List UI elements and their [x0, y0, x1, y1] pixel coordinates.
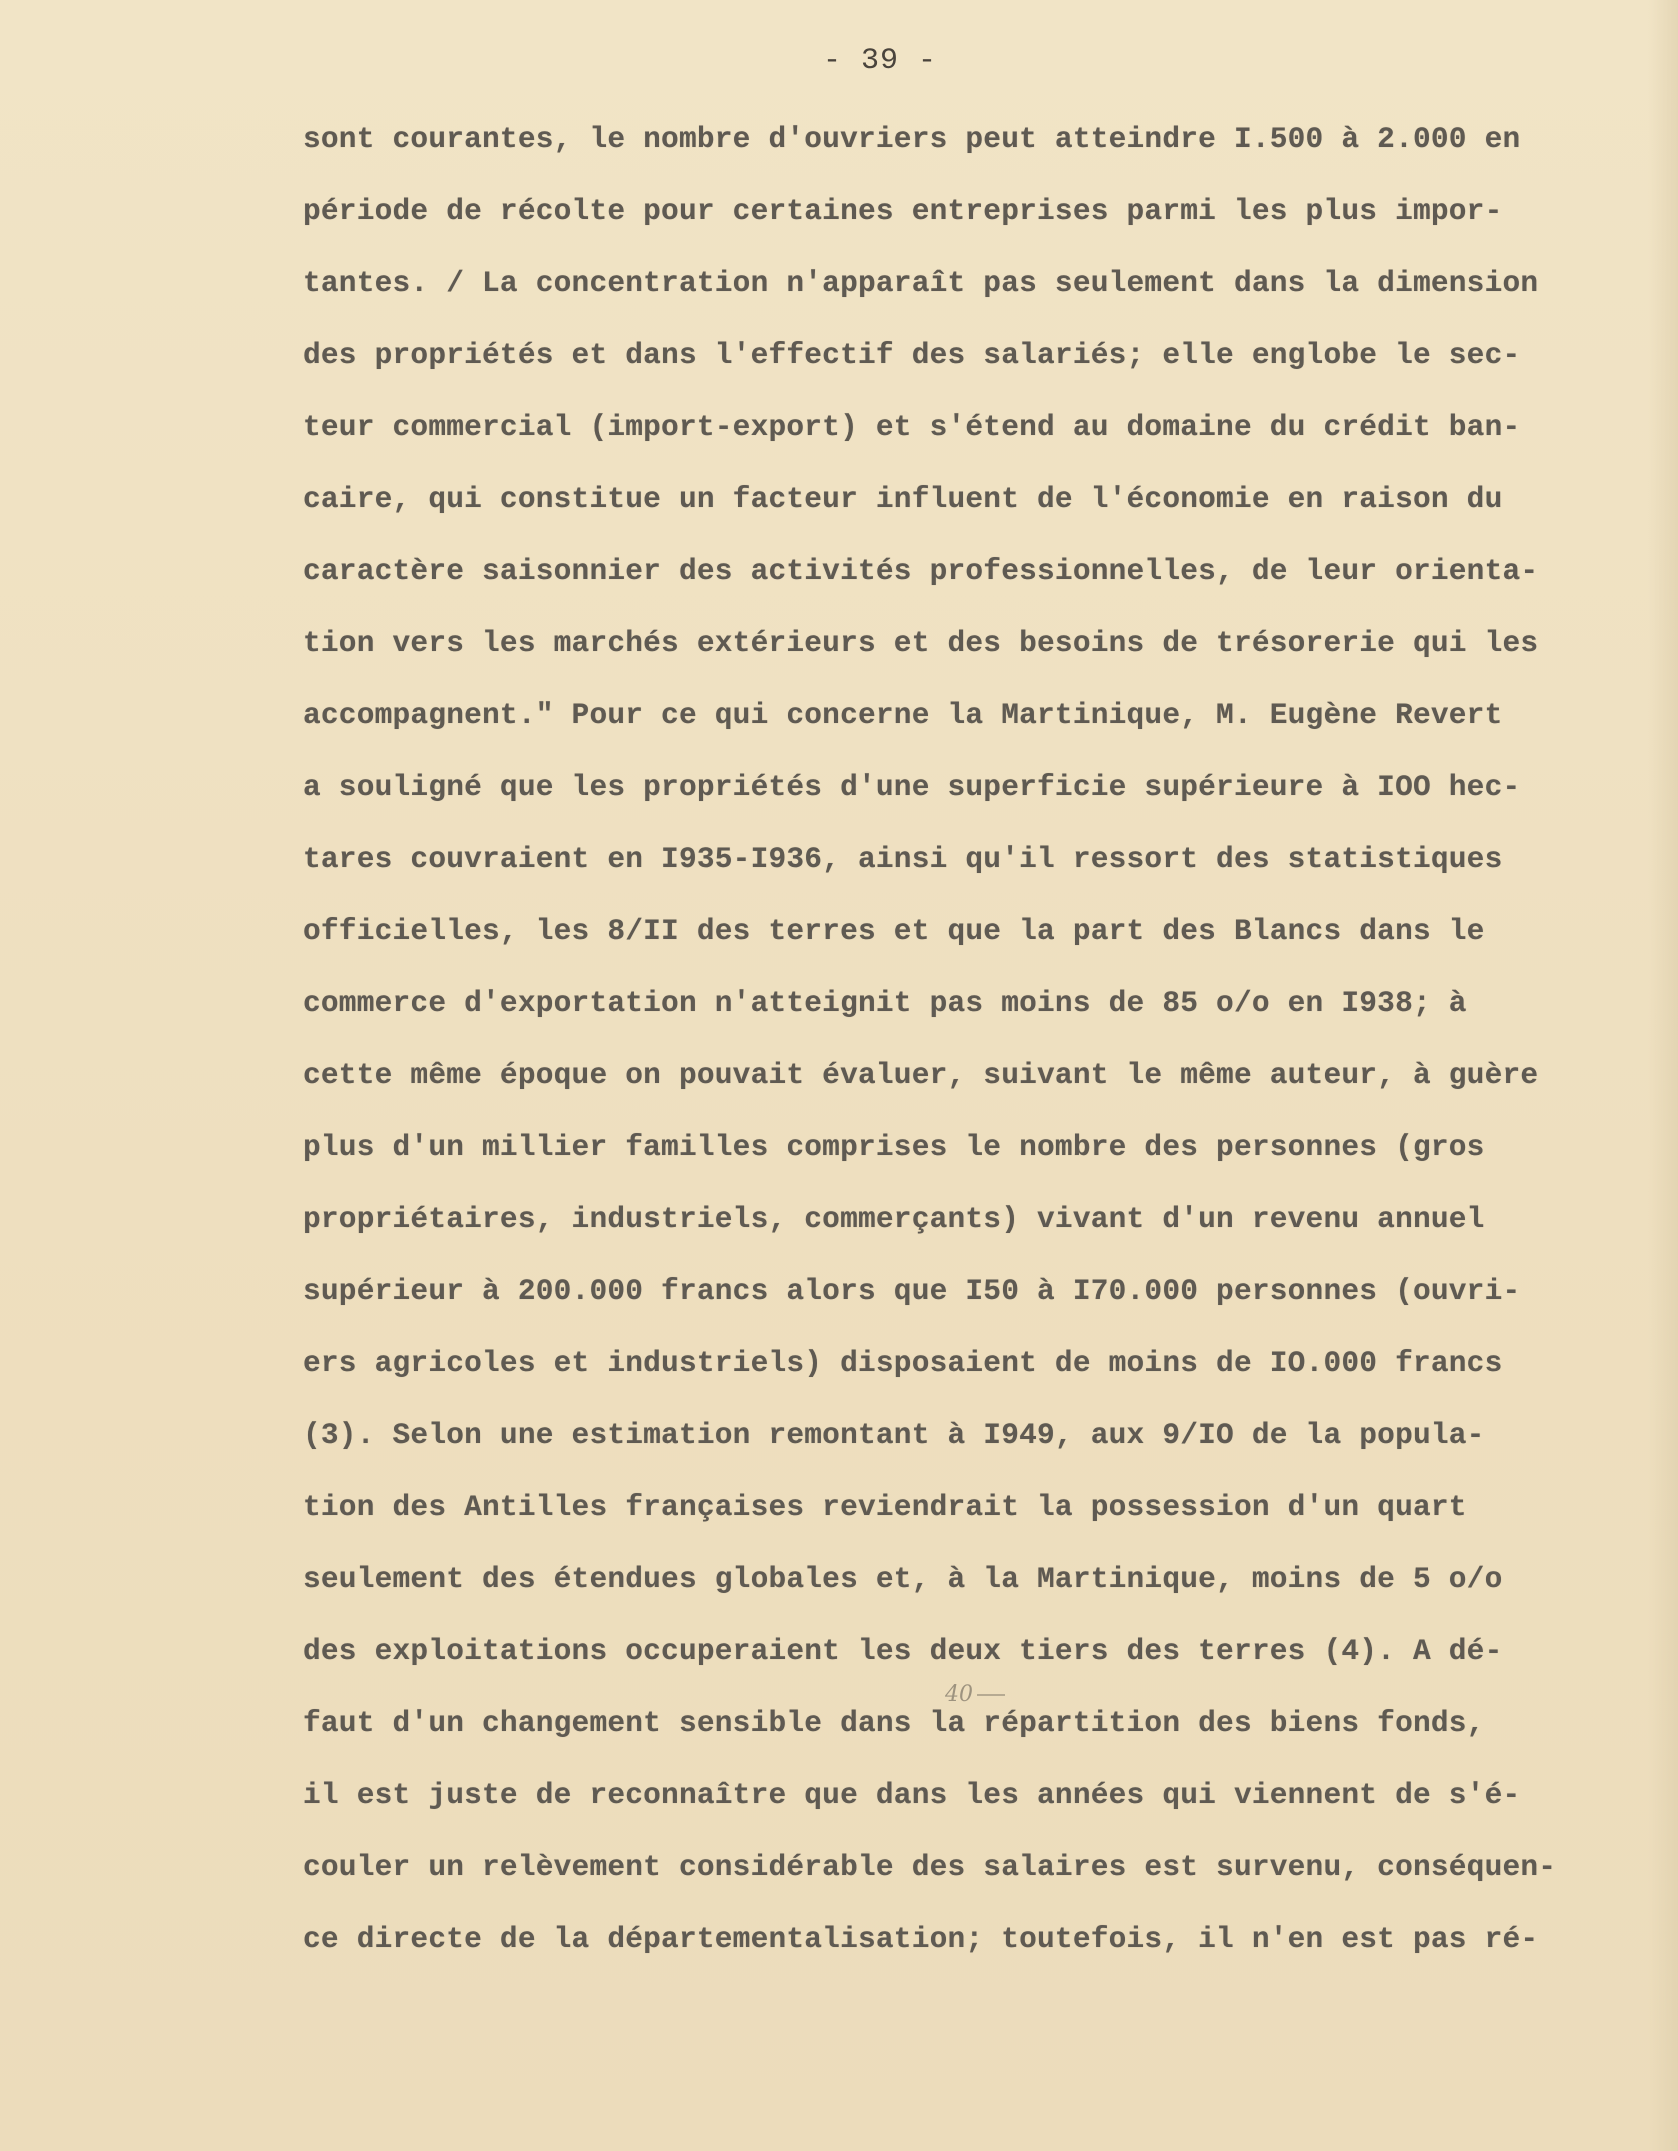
text-line: officielles, les 8/II des terres et que la part des Blancs dans le: [303, 914, 1485, 948]
text-line: des exploitations occuperaient les deux tiers des terres (4). A dé-: [303, 1634, 1503, 1668]
text-line: tares couvraient en I935-I936, ainsi qu'il ressort des statistiques: [303, 842, 1503, 876]
text-line: accompagnent." Pour ce qui concerne la Martinique, M. Eugène Revert: [303, 698, 1503, 732]
pencil-annotation: [945, 1682, 1005, 1707]
text-line: teur commercial (import-export) et s'étend au domaine du crédit ban-: [303, 410, 1521, 444]
pencil-mark: [977, 1694, 1005, 1696]
text-line: cette même époque on pouvait évaluer, suivant le même auteur, à guère: [303, 1058, 1539, 1092]
text-line: caractère saisonnier des activités professionnelles, de leur orienta-: [303, 554, 1539, 588]
text-line: des propriétés et dans l'effectif des salariés; elle englobe le sec-: [303, 338, 1521, 372]
text-line: propriétaires, industriels, commerçants) vivant d'un revenu annuel: [303, 1202, 1485, 1236]
text-line: supérieur à 200.000 francs alors que I50 à I70.000 personnes (ouvri-: [303, 1274, 1521, 1308]
text-line: ers agricoles et industriels) disposaient de moins de IO.000 francs: [303, 1346, 1503, 1380]
text-line: tantes. / La concentration n'apparaît pas seulement dans la dimension: [303, 266, 1539, 300]
text-line: (3). Selon une estimation remontant à I949, aux 9/IO de la popula-: [303, 1418, 1485, 1452]
text-line: période de récolte pour certaines entreprises parmi les plus impor-: [303, 194, 1503, 228]
text-line: tion vers les marchés extérieurs et des besoins de trésorerie qui les: [303, 626, 1539, 660]
text-line: il est juste de reconnaître que dans les années qui viennent de s'é-: [303, 1778, 1521, 1812]
pencil-number: 40: [945, 1682, 973, 1707]
text-line: caire, qui constitue un facteur influent de l'économie en raison du: [303, 482, 1503, 516]
text-line: couler un relèvement considérable des salaires est survenu, conséquen-: [303, 1850, 1557, 1884]
page-number: - 39 -: [822, 44, 938, 78]
text-line: commerce d'exportation n'atteignit pas moins de 85 o/o en I938; à: [303, 986, 1467, 1020]
text-line: tion des Antilles françaises reviendrait la possession d'un quart: [303, 1490, 1467, 1524]
text-line: a souligné que les propriétés d'une superficie supérieure à IOO hec-: [303, 770, 1521, 804]
text-line: faut d'un changement sensible dans la répartition des biens fonds,: [303, 1706, 1485, 1740]
text-line: sont courantes, le nombre d'ouvriers peut atteindre I.500 à 2.000 en: [303, 122, 1521, 156]
text-line: ce directe de la départementalisation; toutefois, il n'en est pas ré-: [303, 1922, 1539, 1956]
text-line: seulement des étendues globales et, à la Martinique, moins de 5 o/o: [303, 1562, 1503, 1596]
text-line: plus d'un millier familles comprises le nombre des personnes (gros: [303, 1130, 1485, 1164]
